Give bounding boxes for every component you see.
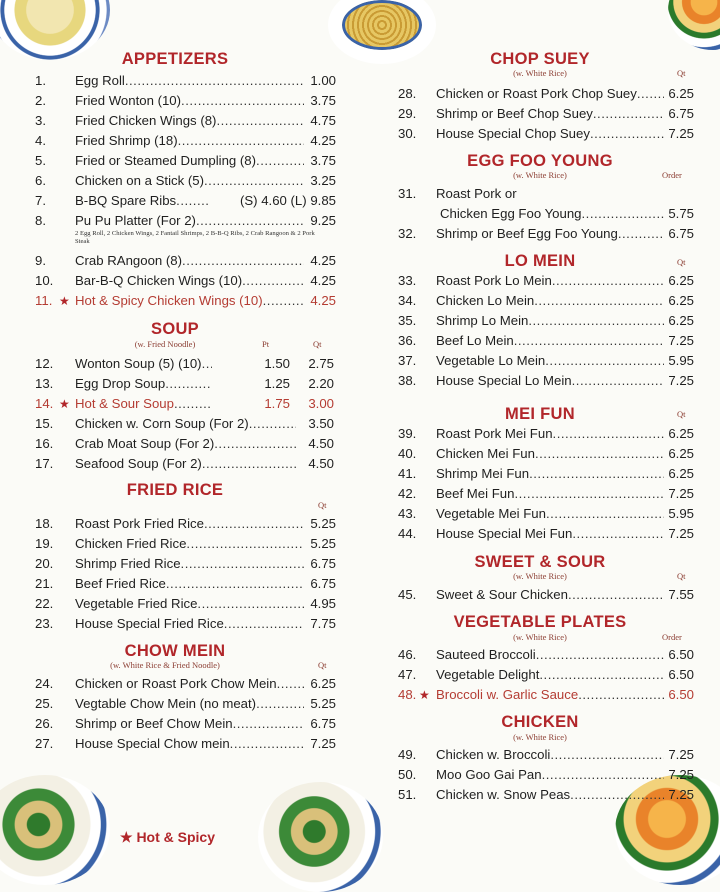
- item-price: 6.75: [310, 716, 336, 731]
- menu-item: [0, 554, 352, 574]
- item-name: Chicken on a Stick (5): [75, 173, 204, 188]
- item-name: Egg Drop Soup: [75, 376, 166, 391]
- menu-item: [0, 394, 352, 414]
- item-number: 26.: [35, 716, 54, 731]
- item-name: Shrimp or Beef Chop Suey: [436, 106, 593, 121]
- item-price: 6.25: [668, 446, 694, 461]
- item-price: 1.50: [264, 356, 290, 371]
- item-name: Roast Pork Fried Rice: [75, 516, 204, 531]
- menu-item: [360, 685, 720, 705]
- section-title: APPETIZERS: [121, 50, 229, 68]
- item-number: 7.: [35, 193, 46, 208]
- item-number: 40.: [398, 446, 417, 461]
- item-name: Beef Fried Rice: [75, 576, 166, 591]
- item-name: Shrimp Mei Fun: [436, 466, 530, 481]
- item-name: Fried Chicken Wings (8): [75, 113, 217, 128]
- menu-item: [360, 504, 720, 524]
- item-number: 16.: [35, 436, 54, 451]
- item-name: Chicken or Roast Pork Chop Suey: [436, 86, 637, 101]
- item-name: Roast Pork Lo Mein: [436, 273, 552, 288]
- item-price: 1.75: [264, 396, 290, 411]
- item-price: 6.25: [668, 466, 694, 481]
- stirfry-plate-image: [0, 775, 110, 885]
- item-number: 34.: [398, 293, 417, 308]
- item-number: 21.: [35, 576, 54, 591]
- hot-spicy-star-icon: ★: [59, 294, 70, 308]
- item-name: Fried Shrimp (18): [75, 133, 178, 148]
- item-number: 47.: [398, 667, 417, 682]
- item-number: 25.: [35, 696, 54, 711]
- item-price-quart: 3.00: [308, 396, 334, 411]
- menu-item: [360, 291, 720, 311]
- item-number: 1.: [35, 73, 46, 88]
- item-price: 5.25: [310, 696, 336, 711]
- menu-item: [360, 524, 720, 544]
- item-number: 31.: [398, 186, 417, 201]
- item-name: Fried or Steamed Dumpling (8): [75, 153, 257, 168]
- item-number: 41.: [398, 466, 417, 481]
- item-number: 19.: [35, 536, 54, 551]
- item-price: 7.25: [310, 736, 336, 751]
- item-price: 3.75: [310, 153, 336, 168]
- item-price: 4.25: [310, 273, 336, 288]
- item-number: 45.: [398, 587, 417, 602]
- item-price: 6.25: [310, 676, 336, 691]
- size-column-label: Qt: [313, 339, 322, 349]
- item-name: Chicken w. Broccoli: [436, 747, 551, 762]
- item-number: 20.: [35, 556, 54, 571]
- menu-item: [360, 204, 720, 224]
- size-column-label: Qt: [677, 257, 686, 267]
- item-name: Shrimp Lo Mein: [436, 313, 529, 328]
- menu-item: [0, 191, 352, 211]
- item-name: Hot & Sour Soup: [75, 396, 174, 411]
- menu-item: [0, 434, 352, 454]
- item-name: Chicken Egg Foo Young: [440, 206, 582, 221]
- item-name: Moo Goo Gai Pan: [436, 767, 542, 782]
- item-price: 5.95: [668, 506, 694, 521]
- menu-item: [360, 745, 720, 765]
- item-number: 3.: [35, 113, 46, 128]
- item-name: Vegtable Chow Mein (no meat): [75, 696, 257, 711]
- menu-item: [0, 151, 352, 171]
- item-name: Wonton Soup (5) (10): [75, 356, 202, 371]
- section-subtitle: (w. White Rice): [513, 732, 567, 742]
- item-price: 6.75: [668, 226, 694, 241]
- item-number: 35.: [398, 313, 417, 328]
- item-name: Fried Wonton (10): [75, 93, 182, 108]
- menu-item: [360, 351, 720, 371]
- item-name: Roast Pork Mei Fun: [436, 426, 553, 441]
- item-price: 7.25: [668, 526, 694, 541]
- item-number: 48.: [398, 687, 417, 702]
- item-price: 7.75: [310, 616, 336, 631]
- menu-item: [0, 514, 352, 534]
- item-name: Crab Moat Soup (For 2): [75, 436, 215, 451]
- item-name: Shrimp Fried Rice: [75, 556, 181, 571]
- hot-spicy-star-icon: ★: [59, 397, 70, 411]
- item-number: 9.: [35, 253, 46, 268]
- item-price: 7.25: [668, 373, 694, 388]
- item-name: Seafood Soup (For 2): [75, 456, 202, 471]
- menu-item: [0, 271, 352, 291]
- menu-item: [360, 371, 720, 391]
- top-right-dish-image: [668, 0, 720, 50]
- size-column-label: Qt: [318, 500, 327, 510]
- item-price: 6.25: [668, 426, 694, 441]
- section-subtitle: (w. White Rice): [513, 571, 567, 581]
- size-column-label: Order: [662, 170, 682, 180]
- item-name: Chicken w. Snow Peas: [436, 787, 571, 802]
- item-price-quart: 4.50: [308, 436, 334, 451]
- item-name: Roast Pork or: [436, 186, 517, 201]
- menu-item: [360, 311, 720, 331]
- item-number: 42.: [398, 486, 417, 501]
- item-name: Pu Pu Platter (For 2): [75, 213, 196, 228]
- menu-item: [0, 91, 352, 111]
- menu-item: [0, 354, 352, 374]
- item-number: 46.: [398, 647, 417, 662]
- item-number: 24.: [35, 676, 54, 691]
- menu-item: [360, 331, 720, 351]
- item-name: Sauteed Broccoli: [436, 647, 536, 662]
- item-price: 4.75: [310, 113, 336, 128]
- item-number: 13.: [35, 376, 54, 391]
- menu-item: [360, 124, 720, 144]
- item-name: Sweet & Sour Chicken: [436, 587, 568, 602]
- size-column-label: Pt: [262, 339, 270, 349]
- item-price: 7.25: [668, 787, 694, 802]
- size-column-label: Order: [662, 632, 682, 642]
- menu-item: [360, 464, 720, 484]
- item-name: House Special Lo Mein: [436, 373, 572, 388]
- menu-item: [0, 131, 352, 151]
- item-price: 7.25: [668, 333, 694, 348]
- menu-item: [360, 271, 720, 291]
- item-name: Hot & Spicy Chicken Wings (10): [75, 293, 263, 308]
- section-subtitle: (w. White Rice): [513, 170, 567, 180]
- item-price-quart: 2.75: [308, 356, 334, 371]
- section-title: FRIED RICE: [126, 481, 224, 499]
- item-price: 5.75: [668, 206, 694, 221]
- menu-item: [0, 251, 352, 271]
- menu-item: [360, 444, 720, 464]
- item-price: 4.95: [310, 596, 336, 611]
- item-price: 7.25: [668, 767, 694, 782]
- item-name: Crab RAngoon (8): [75, 253, 183, 268]
- item-name: House Special Chow mein: [75, 736, 230, 751]
- menu-item: [0, 674, 352, 694]
- menu-item: [0, 71, 352, 91]
- item-name: Egg Roll: [75, 73, 125, 88]
- item-number: 12.: [35, 356, 54, 371]
- item-price: 4.25: [310, 133, 336, 148]
- item-price: 6.75: [668, 106, 694, 121]
- item-name: Vegetable Lo Mein: [436, 353, 546, 368]
- menu-item: [0, 594, 352, 614]
- item-price: 9.25: [310, 213, 336, 228]
- size-column-label: Qt: [677, 409, 686, 419]
- item-price-quart: 2.20: [308, 376, 334, 391]
- item-name: Broccoli w. Garlic Sauce: [436, 687, 579, 702]
- item-price: 7.25: [668, 126, 694, 141]
- section-title: LO MEIN: [504, 252, 576, 270]
- size-column-label: Qt: [318, 660, 327, 670]
- item-number: 4.: [35, 133, 46, 148]
- item-price: (S) 4.60 (L) 9.85: [239, 193, 336, 208]
- menu-item: [0, 211, 352, 231]
- item-name: Bar-B-Q Chicken Wings (10): [75, 273, 243, 288]
- item-name: Chicken Fried Rice: [75, 536, 187, 551]
- section-subtitle: (w. White Rice): [513, 632, 567, 642]
- item-price: 7.25: [668, 747, 694, 762]
- item-name: Shrimp or Beef Chow Mein: [75, 716, 233, 731]
- item-price: 3.75: [310, 93, 336, 108]
- section-title: MEI FUN: [505, 405, 575, 423]
- item-price: 6.75: [310, 556, 336, 571]
- item-number: 18.: [35, 516, 54, 531]
- item-number: 14.: [35, 396, 54, 411]
- item-number: 51.: [398, 787, 417, 802]
- menu-item: [360, 665, 720, 685]
- menu-item: [360, 765, 720, 785]
- menu-item: [360, 424, 720, 444]
- item-price: 6.75: [310, 576, 336, 591]
- item-number: 11.: [35, 293, 53, 308]
- menu-item: [0, 714, 352, 734]
- item-name: House Special Mei Fun: [436, 526, 573, 541]
- section-title: SWEET & SOUR: [474, 553, 606, 571]
- menu-item: [360, 645, 720, 665]
- item-name: B-BQ Spare Ribs: [75, 193, 177, 208]
- item-name: Beef Mei Fun: [436, 486, 515, 501]
- item-name: Shrimp or Beef Egg Foo Young: [436, 226, 618, 241]
- item-number: 23.: [35, 616, 54, 631]
- item-number: 43.: [398, 506, 417, 521]
- section-title: CHOP SUEY: [490, 50, 590, 68]
- item-price: 3.25: [310, 173, 336, 188]
- item-number: 6.: [35, 173, 46, 188]
- menu-item: [0, 734, 352, 754]
- item-name: Vegetable Fried Rice: [75, 596, 198, 611]
- section-title: VEGETABLE PLATES: [453, 613, 627, 631]
- item-name: Beef Lo Mein: [436, 333, 514, 348]
- platter-contents-note: 2 Egg Roll, 2 Chicken Wings, 2 Fantail Shrimps, 2 B-B-Q Ribs, 2 Crab Rangoon & 2 Pork Steak: [75, 230, 315, 245]
- menu-item: [0, 374, 352, 394]
- item-name: Chicken w. Corn Soup (For 2): [75, 416, 249, 431]
- item-number: 44.: [398, 526, 417, 541]
- item-price: 5.25: [310, 536, 336, 551]
- item-name: Vegetable Delight: [436, 667, 540, 682]
- item-name: Chicken Mei Fun: [436, 446, 535, 461]
- section-title: SOUP: [151, 320, 199, 338]
- section-subtitle: (w. Fried Noodle): [134, 339, 196, 349]
- menu-item: [360, 104, 720, 124]
- item-number: 5.: [35, 153, 46, 168]
- section-subtitle: (w. White Rice & Fried Noodle): [110, 660, 220, 670]
- section-title: EGG FOO YOUNG: [467, 152, 613, 170]
- item-price: 1.25: [264, 376, 290, 391]
- menu-item: [360, 224, 720, 244]
- menu-item: [0, 614, 352, 634]
- hot-spicy-star-icon: ★: [419, 688, 430, 702]
- item-name: Chicken Lo Mein: [436, 293, 535, 308]
- item-name: House Special Fried Rice: [75, 616, 224, 631]
- item-number: 22.: [35, 596, 54, 611]
- item-price: 5.25: [310, 516, 336, 531]
- menu-item: [360, 84, 720, 104]
- size-column-label: Qt: [677, 68, 686, 78]
- item-name: Chicken or Roast Pork Chow Mein: [75, 676, 277, 691]
- item-price: 6.25: [668, 86, 694, 101]
- item-price: 6.50: [668, 667, 694, 682]
- menu-item: [360, 184, 720, 204]
- item-number: 29.: [398, 106, 417, 121]
- section-title: CHOW MEIN: [124, 642, 226, 660]
- item-price: 1.00: [310, 73, 336, 88]
- item-number: 50.: [398, 767, 417, 782]
- item-number: 37.: [398, 353, 417, 368]
- item-price: 6.25: [668, 313, 694, 328]
- menu-item: [0, 534, 352, 554]
- item-price-quart: 3.50: [308, 416, 334, 431]
- item-price: 6.25: [668, 293, 694, 308]
- item-number: 8.: [35, 213, 46, 228]
- item-number: 49.: [398, 747, 417, 762]
- menu-item: [0, 171, 352, 191]
- menu-item: [0, 574, 352, 594]
- menu-item: [0, 694, 352, 714]
- item-number: 10.: [35, 273, 54, 288]
- item-number: 15.: [35, 416, 54, 431]
- item-number: 28.: [398, 86, 417, 101]
- menu-item: [0, 414, 352, 434]
- item-price: 7.25: [668, 486, 694, 501]
- item-price: 4.25: [310, 253, 336, 268]
- menu-item: [0, 291, 352, 311]
- item-name: Vegetable Mei Fun: [436, 506, 546, 521]
- item-number: 38.: [398, 373, 417, 388]
- menu-item: [360, 785, 720, 805]
- item-number: 30.: [398, 126, 417, 141]
- item-number: 32.: [398, 226, 417, 241]
- item-number: 2.: [35, 93, 46, 108]
- menu-item: [0, 111, 352, 131]
- item-number: 27.: [35, 736, 54, 751]
- item-number: 36.: [398, 333, 417, 348]
- item-number: 39.: [398, 426, 417, 441]
- item-price: 6.25: [668, 273, 694, 288]
- item-price: 6.50: [668, 647, 694, 662]
- item-number: 33.: [398, 273, 417, 288]
- hot-spicy-legend: ★ Hot & Spicy: [120, 829, 216, 845]
- menu-item: [0, 454, 352, 474]
- section-title: CHICKEN: [501, 713, 579, 731]
- item-price: 4.25: [310, 293, 336, 308]
- menu-item: [360, 585, 720, 605]
- section-subtitle: (w. White Rice): [513, 68, 567, 78]
- noodle-plate-image: [342, 0, 422, 50]
- item-name: House Special Chop Suey: [436, 126, 590, 141]
- size-column-label: Qt: [677, 571, 686, 581]
- menu-item: [360, 484, 720, 504]
- item-price: 6.50: [668, 687, 694, 702]
- item-price: 7.55: [668, 587, 694, 602]
- item-price-quart: 4.50: [308, 456, 334, 471]
- item-price: 5.95: [668, 353, 694, 368]
- item-number: 17.: [35, 456, 54, 471]
